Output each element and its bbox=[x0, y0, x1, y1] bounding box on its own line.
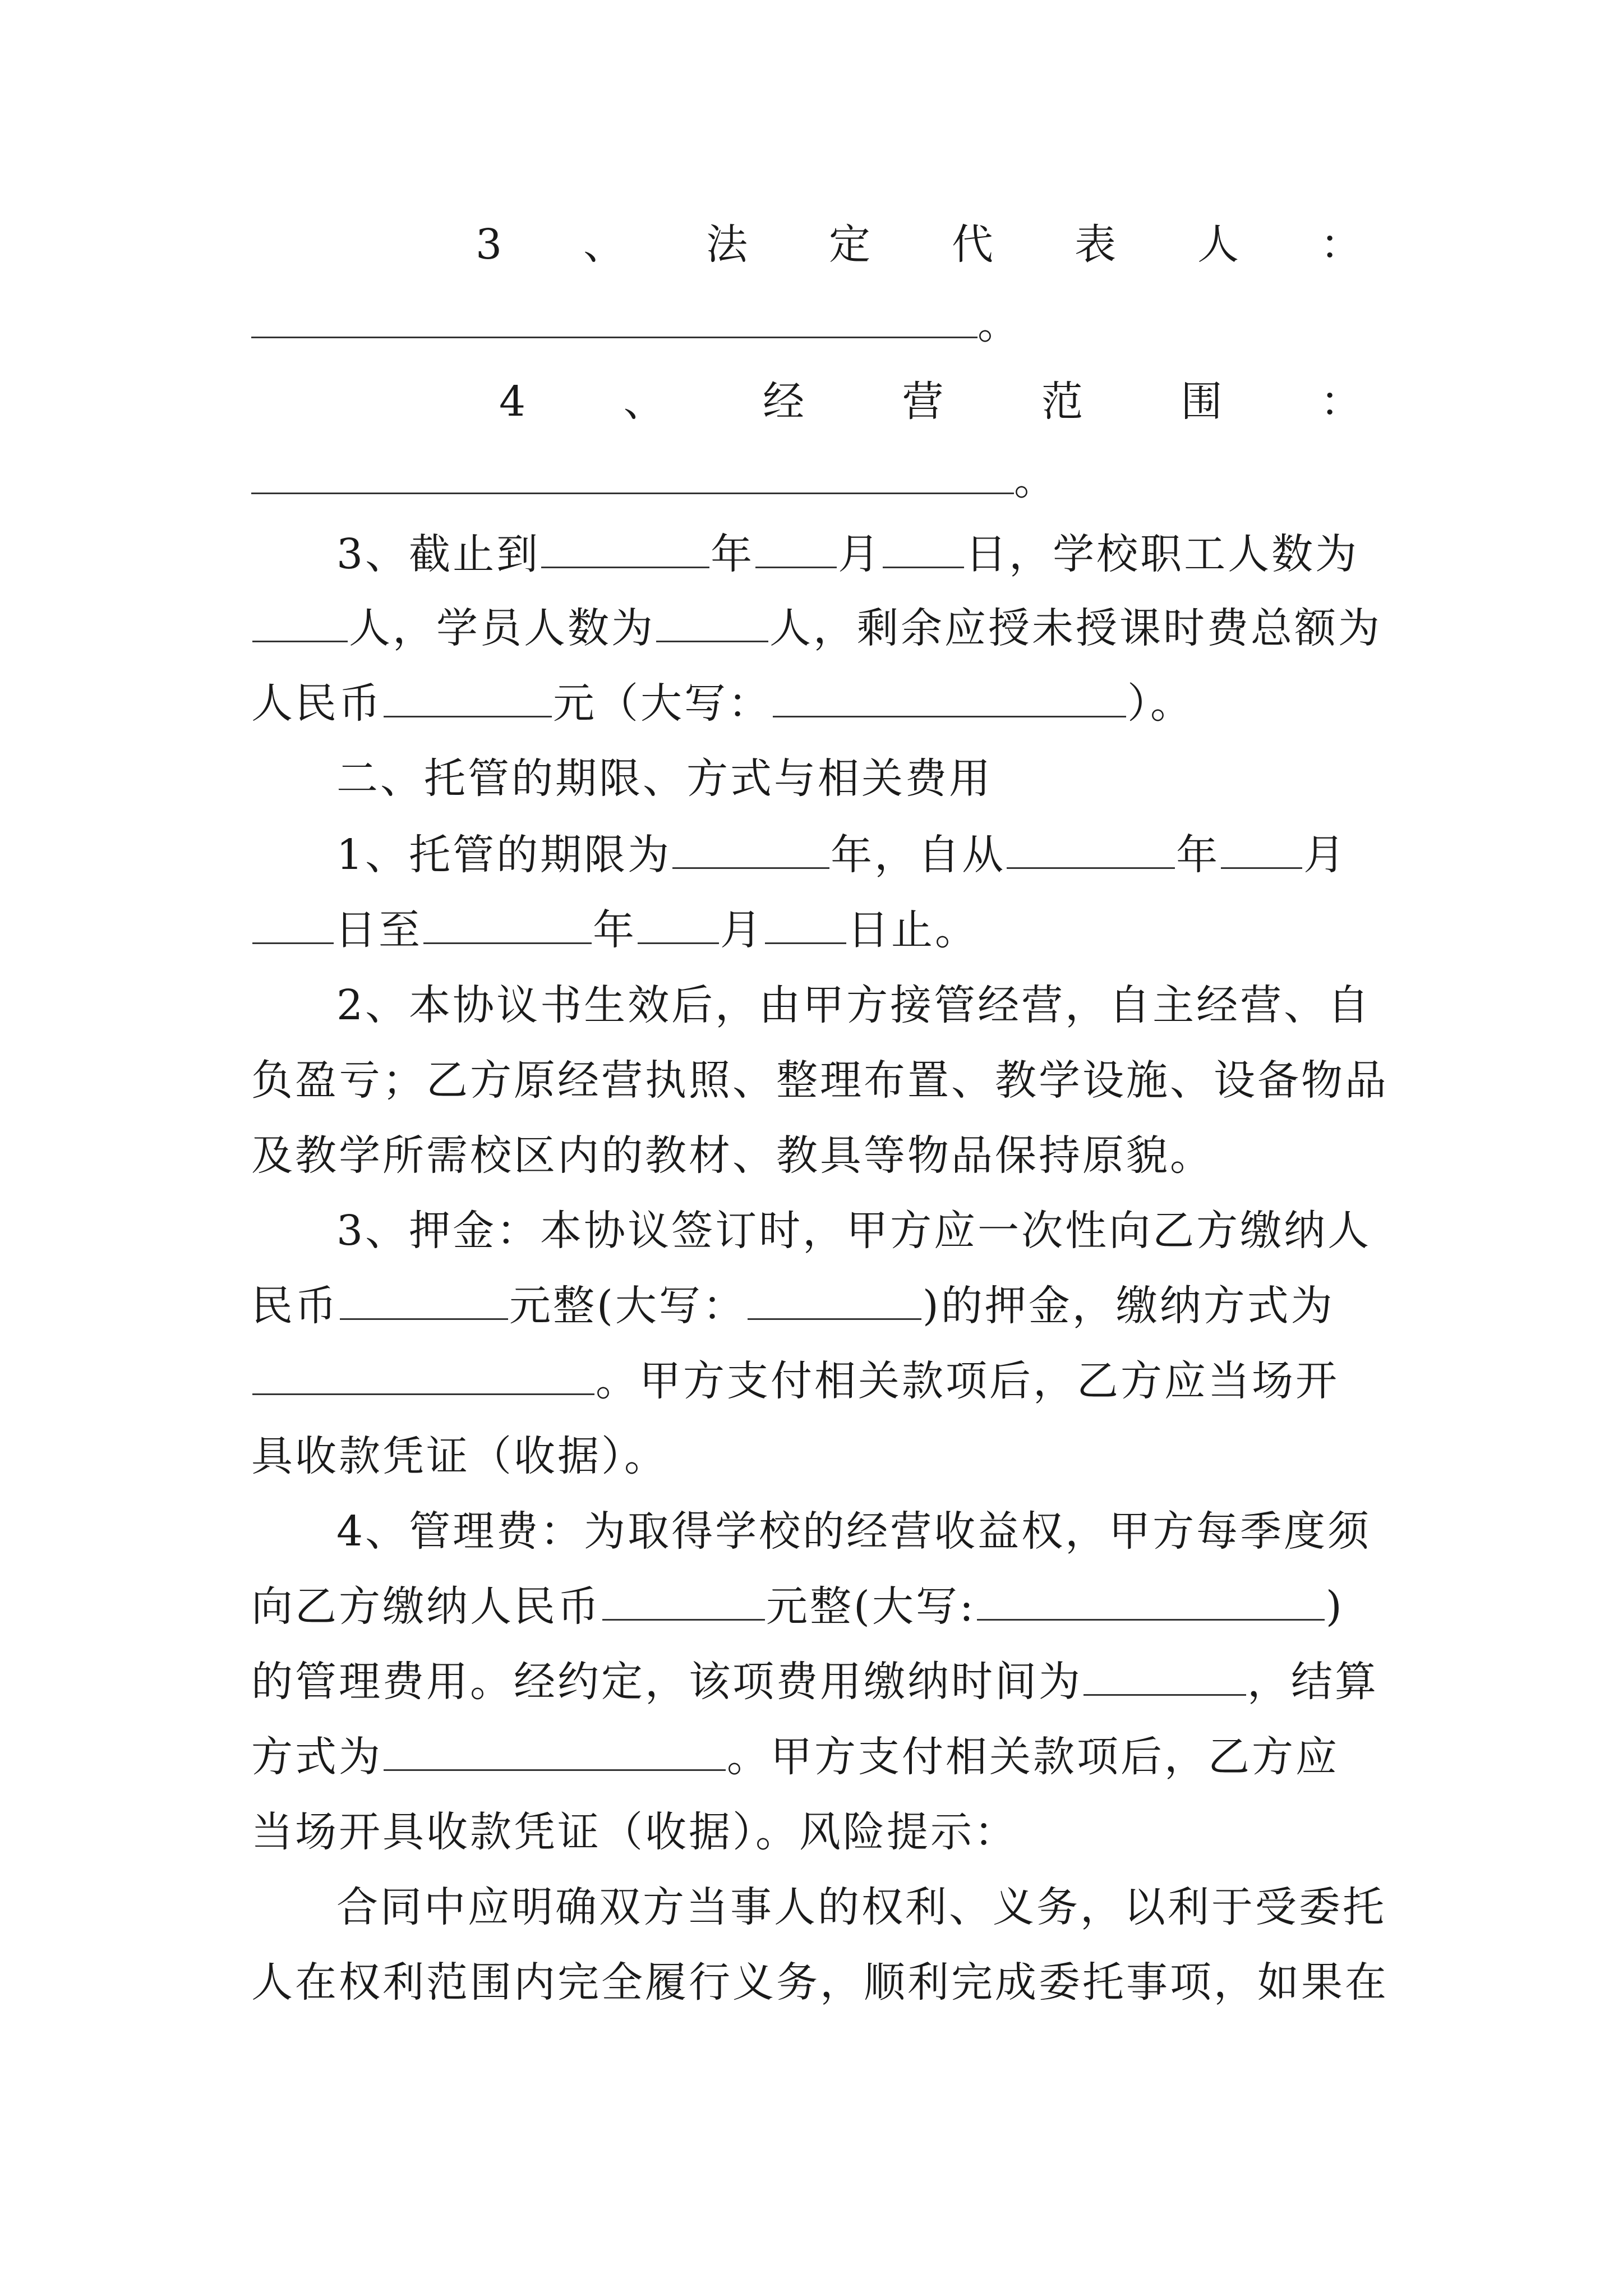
label-char: 3 bbox=[476, 220, 502, 269]
text: 年 bbox=[593, 906, 637, 954]
stats-line-1 bbox=[336, 527, 1390, 581]
management-fee-line-5: 当场开具收款凭证（收据）。风险提示： bbox=[251, 1808, 1018, 1856]
deposit-payment-method-blank[interactable] bbox=[252, 1354, 594, 1395]
settlement-method-blank[interactable] bbox=[384, 1730, 726, 1771]
term-line-2 bbox=[251, 903, 1390, 957]
label-char: 、 bbox=[623, 378, 665, 426]
text: 年 bbox=[711, 530, 755, 578]
paragraph-2-line-3: 及教学所需校区内的教材、教具等物品保持原貌。 bbox=[251, 1131, 1214, 1180]
label-char: 围 bbox=[1181, 378, 1223, 426]
text: 年，自从 bbox=[831, 831, 1006, 879]
text: ，结算 bbox=[1247, 1658, 1378, 1706]
management-fee-line-2 bbox=[251, 1580, 1390, 1634]
deposit-line-2 bbox=[251, 1279, 1390, 1333]
text: )的押金，缴纳方式为 bbox=[922, 1282, 1335, 1330]
label-char: 4 bbox=[499, 378, 526, 426]
risk-paragraph-line-2: 人在权利范围内完全履行义务，顺利完成委托事项，如果在 bbox=[251, 1958, 1389, 2007]
staff-count-blank[interactable] bbox=[252, 601, 348, 642]
start-day-blank[interactable] bbox=[252, 903, 334, 944]
label-char: 人 bbox=[1197, 220, 1239, 269]
risk-paragraph-line-1: 合同中应明确双方当事人的权利、义务，以利于受委托 bbox=[336, 1883, 1386, 1931]
label-char: ： bbox=[1320, 378, 1362, 426]
text: 人民币 bbox=[251, 679, 382, 728]
term-years-blank[interactable] bbox=[672, 828, 829, 869]
year-blank[interactable] bbox=[541, 527, 709, 568]
fee-amount-words-blank[interactable] bbox=[773, 677, 1126, 717]
text: ) bbox=[1325, 1582, 1344, 1631]
text: 月 bbox=[720, 906, 764, 954]
legal-representative-label bbox=[476, 218, 1362, 272]
management-fee-line-4 bbox=[251, 1730, 1390, 1784]
text: 向乙方缴纳人民币 bbox=[251, 1582, 601, 1631]
text: 元整(大写： bbox=[509, 1282, 746, 1330]
section-2-heading: 二、托管的期限、方式与相关费用 bbox=[336, 754, 993, 803]
text: 元整(大写: bbox=[766, 1582, 976, 1631]
business-scope-line bbox=[251, 453, 1390, 507]
label-char: 经 bbox=[763, 378, 805, 426]
text: 年 bbox=[1176, 831, 1220, 879]
text: 3、截止到 bbox=[336, 530, 541, 578]
legal-representative-line bbox=[251, 297, 1390, 351]
deposit-line-4: 具收款凭证（收据）。 bbox=[251, 1432, 668, 1480]
business-scope-blank[interactable] bbox=[251, 459, 1014, 494]
fee-words-blank[interactable] bbox=[977, 1580, 1325, 1621]
text: ）。 bbox=[1127, 679, 1194, 728]
end-year-blank[interactable] bbox=[423, 903, 592, 944]
text: 日止。 bbox=[847, 906, 979, 954]
deposit-amount-blank[interactable] bbox=[340, 1279, 508, 1320]
start-year-blank[interactable] bbox=[1007, 828, 1175, 869]
month-blank[interactable] bbox=[755, 527, 837, 568]
deposit-line-1: 3、押金：本协议签订时，甲方应一次性向乙方缴纳人 bbox=[336, 1207, 1372, 1255]
deposit-words-blank[interactable] bbox=[748, 1279, 921, 1320]
text: 人，学员人数为 bbox=[349, 604, 655, 652]
text: 。甲方支付相关款项后，乙方应当场开 bbox=[596, 1357, 1339, 1405]
management-fee-line-1: 4、管理费：为取得学校的经营收益权，甲方每季度须 bbox=[336, 1507, 1372, 1556]
text: 。甲方支付相关款项后，乙方应 bbox=[727, 1733, 1339, 1781]
text: 月 bbox=[1303, 831, 1348, 879]
end-month-blank[interactable] bbox=[638, 903, 719, 944]
term-line-1 bbox=[336, 828, 1390, 882]
text: 元（大写： bbox=[553, 679, 772, 728]
deposit-line-3 bbox=[251, 1354, 1390, 1408]
text: 1、托管的期限为 bbox=[336, 831, 672, 879]
day-blank[interactable] bbox=[883, 527, 964, 568]
stats-line-3 bbox=[251, 677, 1390, 730]
student-count-blank[interactable] bbox=[656, 601, 768, 642]
text: 民币 bbox=[251, 1282, 339, 1330]
label-char: ： bbox=[1320, 220, 1362, 269]
paragraph-2-line-1: 2、本协议书生效后，由甲方接管经营，自主经营、自 bbox=[336, 981, 1372, 1029]
label-char: 范 bbox=[1041, 378, 1083, 426]
text: 日至 bbox=[335, 906, 422, 954]
fee-payment-time-blank[interactable] bbox=[1083, 1655, 1246, 1696]
text: 方式为 bbox=[251, 1733, 382, 1781]
fee-amount-blank[interactable] bbox=[602, 1580, 765, 1621]
fee-amount-blank[interactable] bbox=[384, 677, 552, 717]
label-char: 表 bbox=[1075, 220, 1117, 269]
paragraph-2-line-2: 负盈亏；乙方原经营执照、整理布置、教学设施、设备物品 bbox=[251, 1056, 1389, 1105]
end-day-blank[interactable] bbox=[765, 903, 846, 944]
start-month-blank[interactable] bbox=[1221, 828, 1302, 869]
label-char: 代 bbox=[952, 220, 994, 269]
management-fee-line-3 bbox=[251, 1655, 1390, 1709]
stats-line-2 bbox=[251, 601, 1390, 655]
period: 。 bbox=[1014, 456, 1058, 504]
text: 人，剩余应授未授课时费总额为 bbox=[769, 604, 1382, 652]
text: 日，学校职工人数为 bbox=[965, 530, 1359, 578]
business-scope-label bbox=[499, 375, 1362, 429]
label-char: 法 bbox=[706, 220, 748, 269]
period: 。 bbox=[978, 300, 1021, 348]
label-char: 、 bbox=[583, 220, 625, 269]
label-char: 营 bbox=[902, 378, 944, 426]
legal-representative-blank[interactable] bbox=[251, 303, 978, 338]
text: 的管理费用。经约定，该项费用缴纳时间为 bbox=[251, 1658, 1082, 1706]
label-char: 定 bbox=[829, 220, 871, 269]
text: 月 bbox=[838, 530, 882, 578]
